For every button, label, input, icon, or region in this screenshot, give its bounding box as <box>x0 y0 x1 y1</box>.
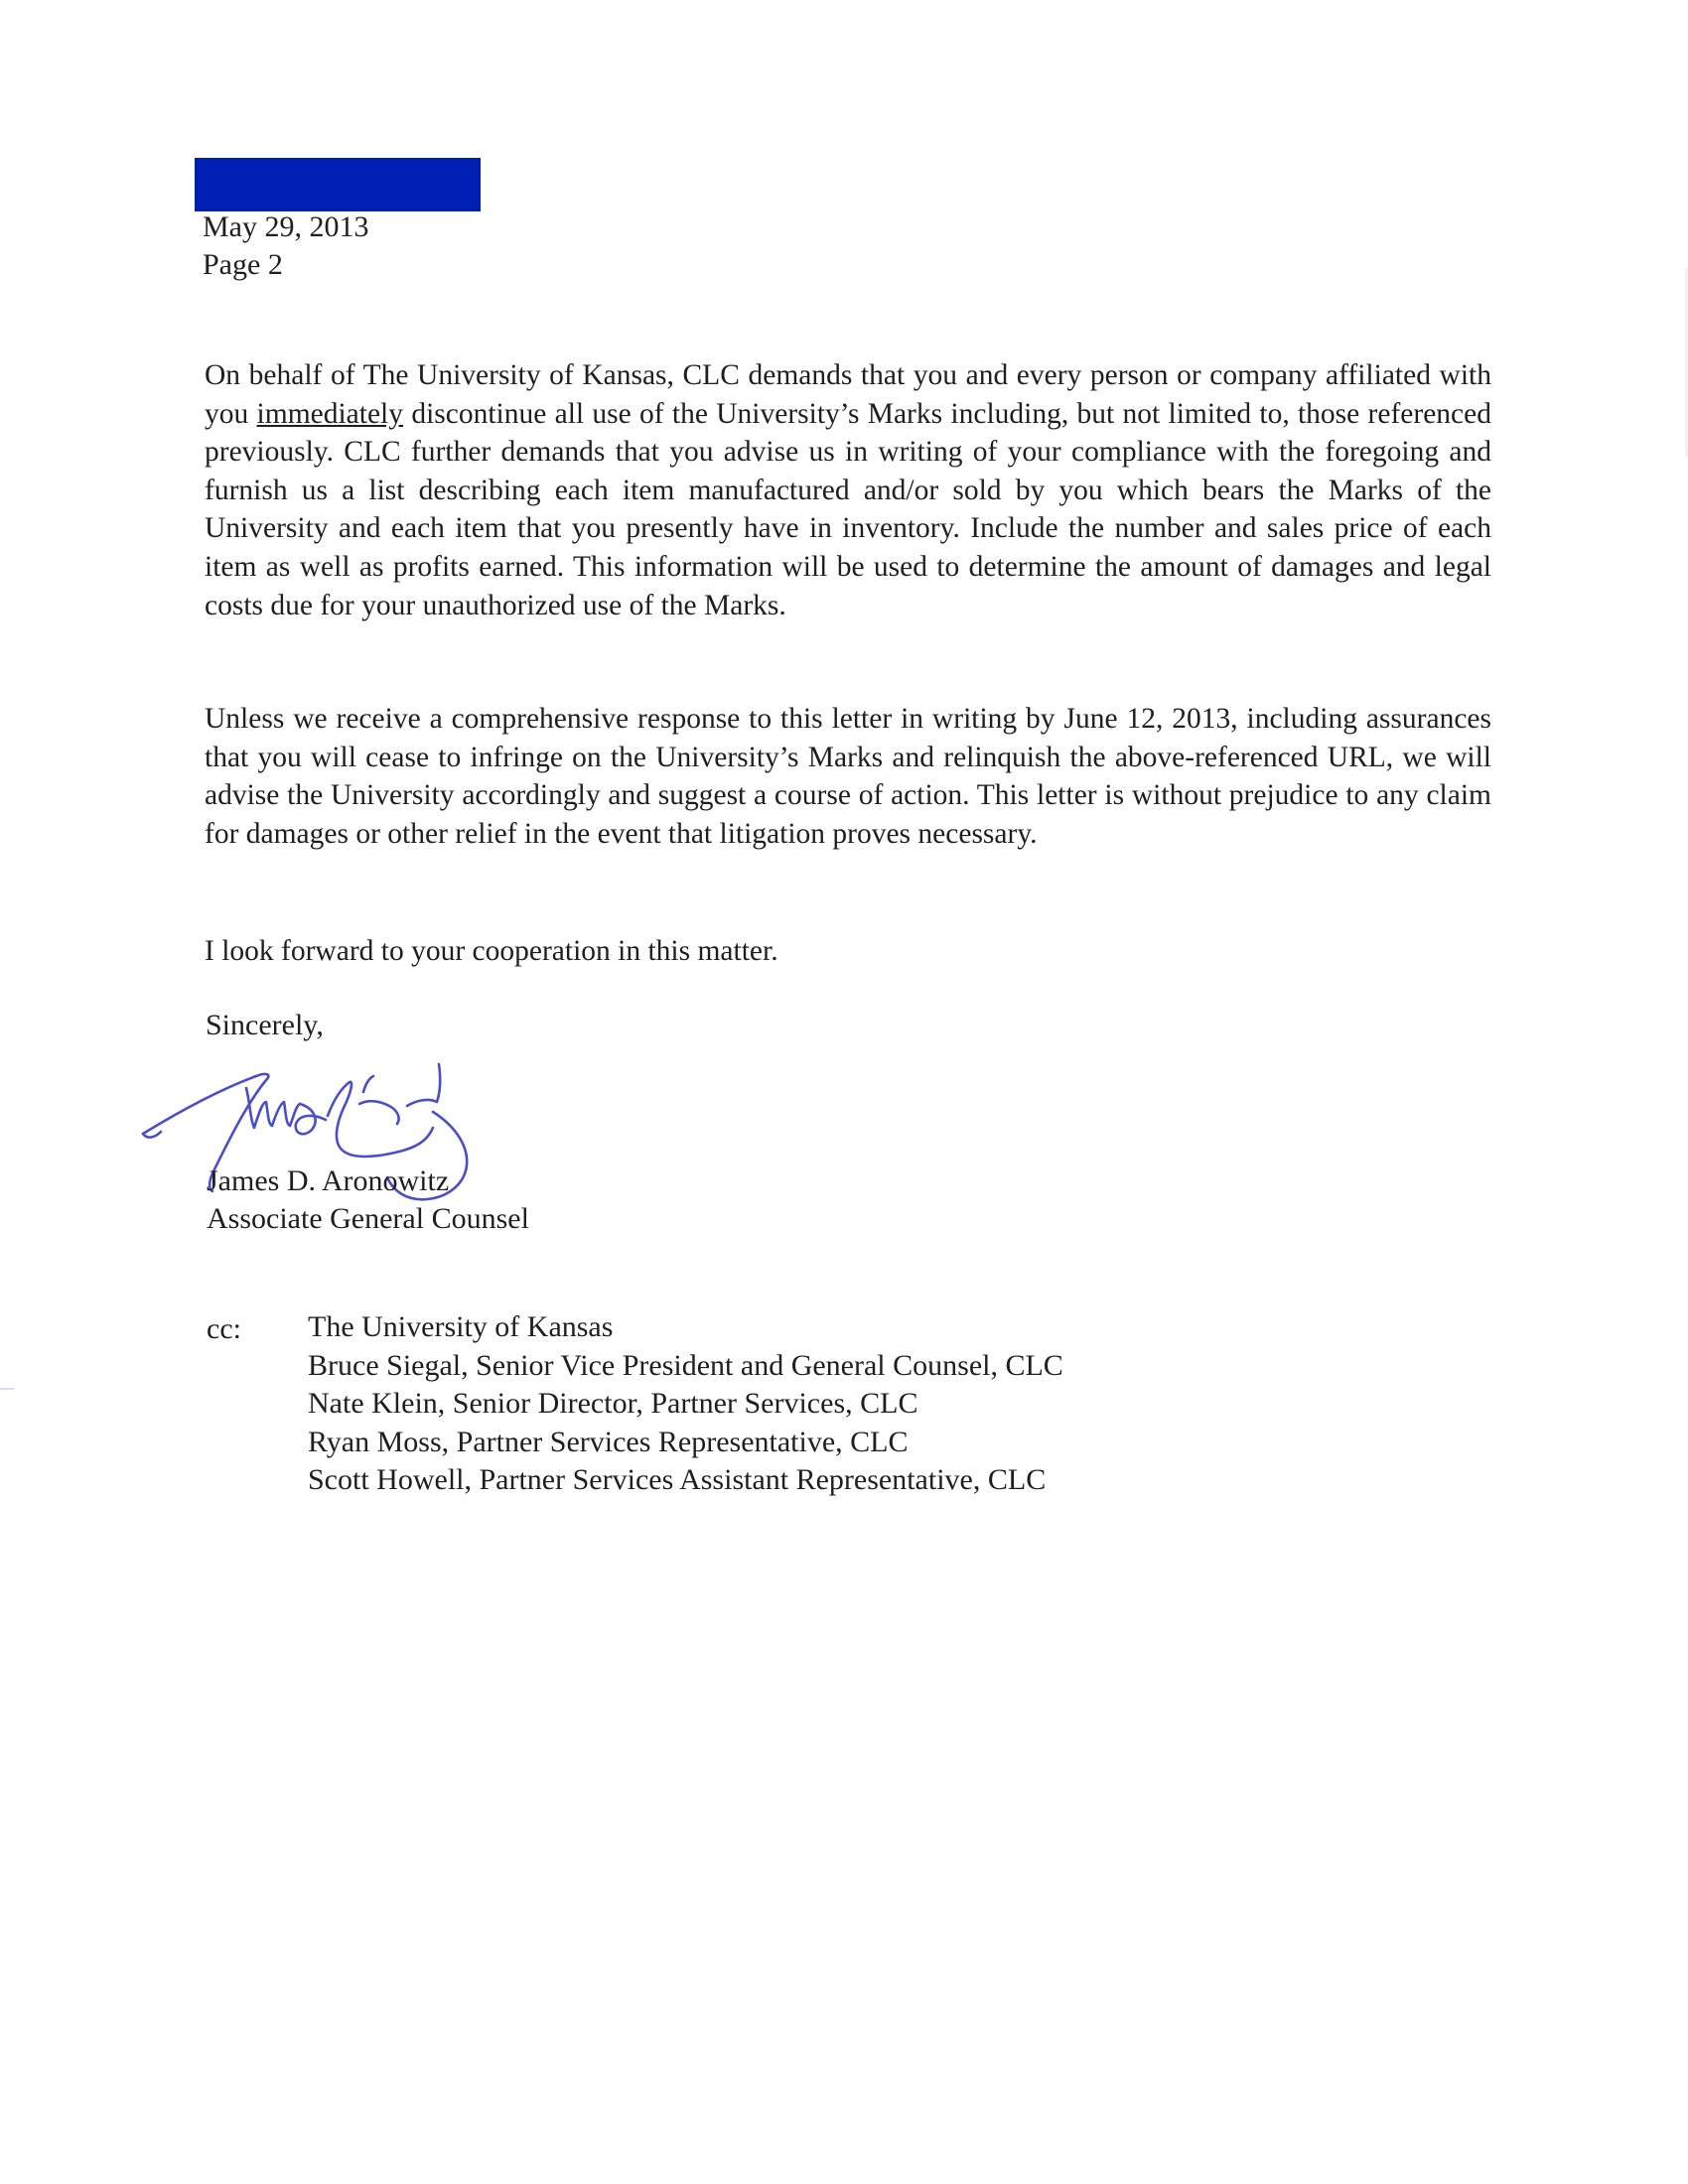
cc-recipient: Scott Howell, Partner Services Assistant Representative, CLC <box>308 1463 1047 1496</box>
cc-recipient-list <box>308 1308 1063 1500</box>
emphasis-text: immediately <box>256 397 404 430</box>
cc-label: cc: <box>207 1312 241 1345</box>
scan-edge-mark <box>0 1388 14 1390</box>
letter-date: May 29, 2013 <box>203 210 369 243</box>
letter-header <box>203 208 369 284</box>
paragraph-text: discontinue all use of the University’s Marks including, but not limited to, those referenced previously. CLC further demands that you advise us in writing of your compliance with the foregoing and furnish us a list describing each item manufactured and/or sold by you which bears the Marks of the University and each item that you presently have in inventory. Include the number and sales price of each item as well as profits earned. This information will be used to determine the amount of damages and legal costs due for your unauthorized use of the Marks. <box>205 397 1491 621</box>
body-paragraph-cooperation: I look forward to your cooperation in this matter. <box>205 935 778 967</box>
cc-recipient: Bruce Siegal, Senior Vice President and General Counsel, CLC <box>308 1348 1063 1382</box>
cc-recipient: Nate Klein, Senior Director, Partner Services, CLC <box>308 1387 918 1420</box>
signer-block <box>207 1162 529 1238</box>
page-number: Page 2 <box>203 248 283 281</box>
cc-recipient: The University of Kansas <box>308 1310 614 1343</box>
paragraph-text: On behalf of The University of Kansas, CLC demands that you and every person or company affiliated with you <box>205 359 1491 430</box>
closing-salutation: Sincerely, <box>206 1009 324 1041</box>
redaction-block <box>195 158 481 211</box>
body-paragraph-demands <box>205 356 1491 624</box>
signer-name: James D. Aronowitz <box>207 1164 450 1197</box>
cc-recipient: Ryan Moss, Partner Services Representative, CLC <box>308 1425 909 1458</box>
signer-title: Associate General Counsel <box>207 1202 529 1235</box>
body-paragraph-deadline: Unless we receive a comprehensive response to this letter in writing by June 12, 2013, including assurances that you will cease to infringe on the University’s Marks and relinquish the above-referenced URL, we will advise the University accordingly and suggest a course of action. This letter is without prejudice to any claim for damages or other relief in the event that litigation proves necessary. <box>205 703 1491 850</box>
